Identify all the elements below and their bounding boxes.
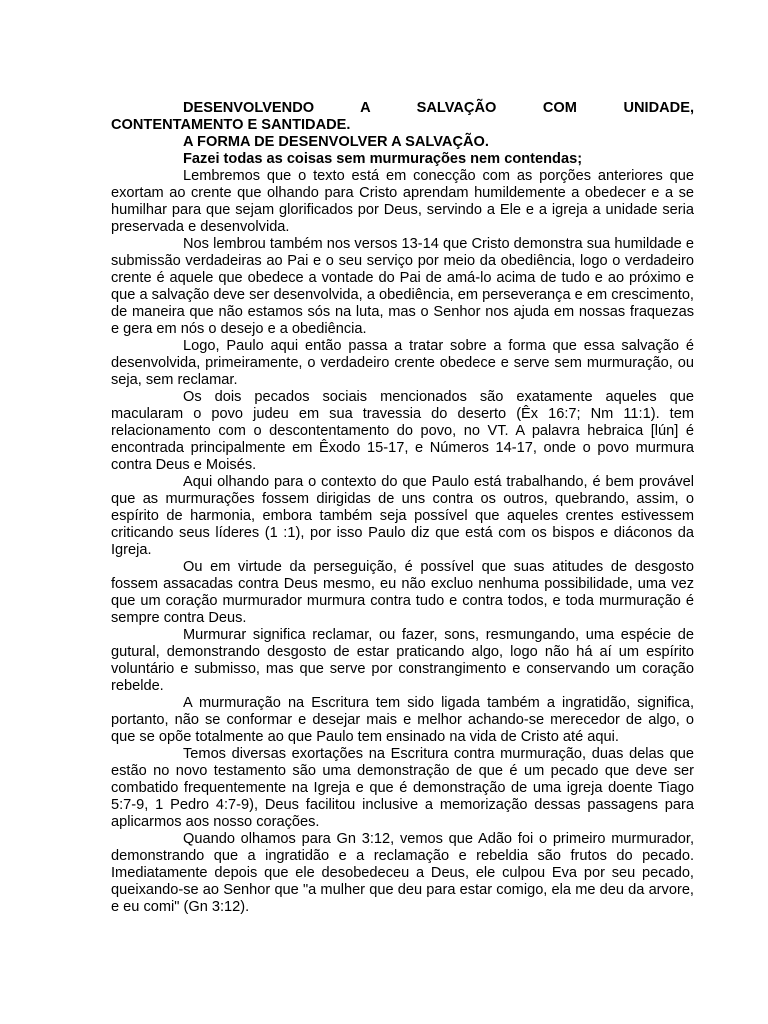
paragraph: Aqui olhando para o contexto do que Paulo está trabalhando, é bem provável que as murmurações fossem dirigidas de uns contra os outros, quebrando, assim, o espírito de harmonia, embora também seja possível que aqueles crentes estivessem criticando seus líderes (1 :1), por isso Paulo diz que está com os bispos e diáconos da Igreja. (111, 474, 694, 558)
document-title-line-2: CONTENTAMENTO E SANTIDADE. (111, 117, 351, 133)
document-title-line-1: DESENVOLVENDO A SALVAÇÃO COM UNIDADE, (183, 100, 694, 116)
paragraph: Nos lembrou também nos versos 13-14 que Cristo demonstra sua humildade e submissão verdadeiras ao Pai e o seu serviço por meio da obediência, logo o verdadeiro crente é aquele que obedece a vontade do Pai de amá-lo acima de tudo e ao próximo e que a salvação deve ser desenvolvida, a obediência, em perseverança e em crescimento, de maneira que não estamos sós na luta, mas o Senhor nos ajuda em nossas fraquezas e gera em nós o desejo e a obediência. (111, 236, 694, 337)
section-subtitle: A FORMA DE DESENVOLVER A SALVAÇÃO. (183, 134, 489, 150)
paragraph: Logo, Paulo aqui então passa a tratar sobre a forma que essa salvação é desenvolvida, primeiramente, o verdadeiro crente obedece e serve sem murmuração, ou seja, sem reclamar. (111, 338, 694, 388)
document-page (111, 100, 694, 916)
paragraph: Quando olhamos para Gn 3:12, vemos que Adão foi o primeiro murmurador, demonstrando que a ingratidão e a reclamação e rebeldia são frutos do pecado. Imediatamente depois que ele desobedeceu a Deus, ele culpou Eva por seu pecado, queixando-se ao Senhor que "a mulher que deu para estar comigo, ela me deu da arvore, e eu comi" (Gn 3:12). (111, 831, 694, 915)
verse-quote: Fazei todas as coisas sem murmurações nem contendas; (183, 151, 583, 167)
paragraph: Temos diversas exortações na Escritura contra murmuração, duas delas que estão no novo testamento são uma demonstração de que é um pecado que deve ser combatido frequentemente na Igreja e que é demonstração de uma igreja doente Tiago 5:7-9, 1 Pedro 4:7-9), Deus facilitou inclusive a memorização dessas passagens para aplicarmos aos nosso corações. (111, 746, 694, 830)
paragraph: Os dois pecados sociais mencionados são exatamente aqueles que macularam o povo judeu em sua travessia do deserto (Êx 16:7; Nm 11:1). tem relacionamento com o descontentamento do povo, no VT. A palavra hebraica [lún] é encontrada principalmente em Êxodo 15-17, e Números 14-17, onde o povo murmura contra Deus e Moisés. (111, 389, 694, 473)
paragraph: Ou em virtude da perseguição, é possível que suas atitudes de desgosto fossem assacadas contra Deus mesmo, eu não excluo nenhuma possibilidade, uma vez que um coração murmurador murmura contra tudo e contra todos, e toda murmuração é sempre contra Deus. (111, 559, 694, 626)
paragraph: Murmurar significa reclamar, ou fazer, sons, resmungando, uma espécie de gutural, demonstrando desgosto de estar praticando algo, logo não há aí um espírito voluntário e submisso, mas que serve por constrangimento e conservando um coração rebelde. (111, 627, 694, 694)
paragraph: A murmuração na Escritura tem sido ligada também a ingratidão, significa, portanto, não se conformar e desejar mais e melhor achando-se merecedor de algo, o que se opõe totalmente ao que Paulo tem ensinado na vida de Cristo até aqui. (111, 695, 694, 745)
paragraph: Lembremos que o texto está em conecção com as porções anteriores que exortam ao crente que olhando para Cristo aprendam humildemente a obedecer e a se humilhar para que sejam glorificados por Deus, servindo a Ele e a igreja a unidade seria preservada e desenvolvida. (111, 168, 694, 235)
